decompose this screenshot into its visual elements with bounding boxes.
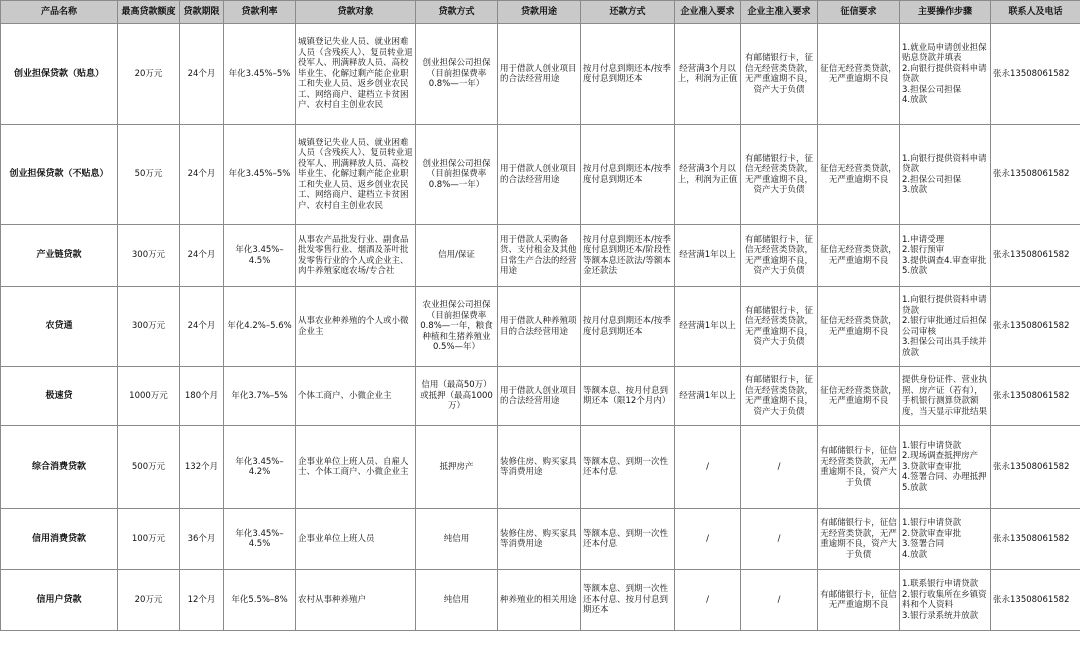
repayment-cell: 按月付息到期还本/按季度付息到期还本 bbox=[581, 125, 675, 225]
table-row bbox=[1, 367, 1080, 426]
repayment-cell: 等额本息、到期一次性还本付息、按月付息到期还本 bbox=[581, 570, 675, 631]
product-name-cell: 极速贷 bbox=[1, 367, 118, 426]
header-contact: 联系人及电话 bbox=[991, 1, 1080, 24]
steps-cell: 1.联系银行申请贷款 2.银行收集所在乡镇资料和个人资料 3.银行录系统并放款 bbox=[900, 570, 991, 631]
method-cell: 创业担保公司担保（目前担保费率0.8%—一年） bbox=[416, 125, 498, 225]
target-cell: 城镇登记失业人员、就业困难人员（含残疾人）、复员转业退役军人、刑满释放人员、高校毕业生、化解过剩产能企业职工和失业人员、返乡创业农民工、网络商户、建档立卡贫困户、农村自主创业农民 bbox=[296, 24, 416, 125]
repayment-cell: 按月付息到期还本/按季度付息到期还本/阶段性等额本息还款法/等额本金还款法 bbox=[581, 225, 675, 287]
max-amount-cell: 50万元 bbox=[118, 125, 180, 225]
corp-requirement-cell: 经营满1年以上 bbox=[675, 287, 741, 367]
owner-requirement-cell: / bbox=[741, 509, 818, 570]
target-cell: 从事农业种养殖的个人或小微企业主 bbox=[296, 287, 416, 367]
table-row bbox=[1, 426, 1080, 509]
table-header-row bbox=[1, 1, 1080, 24]
rate-cell: 年化4.2%–5.6% bbox=[224, 287, 296, 367]
purpose-cell: 用于借款人创业项目的合法经营用途 bbox=[498, 24, 581, 125]
max-amount-cell: 100万元 bbox=[118, 509, 180, 570]
method-cell: 信用（最高50万）或抵押（最高1000万） bbox=[416, 367, 498, 426]
header-repayment: 还款方式 bbox=[581, 1, 675, 24]
method-cell: 纯信用 bbox=[416, 570, 498, 631]
target-cell: 企事业单位上班人员、自雇人士、个体工商户、小微企业主 bbox=[296, 426, 416, 509]
product-name-cell: 农贷通 bbox=[1, 287, 118, 367]
steps-cell: 1.向银行提供资料申请贷款 2.银行审批通过后担保公司审核 3.担保公司出具手续并放款 bbox=[900, 287, 991, 367]
header-max-amount: 最高贷款额度 bbox=[118, 1, 180, 24]
contact-cell: 张永13508061582 bbox=[991, 225, 1080, 287]
corp-requirement-cell: / bbox=[675, 426, 741, 509]
method-cell: 农业担保公司担保（目前担保费率0.8%—一年，粮食种植和生猪养殖业0.5%—年） bbox=[416, 287, 498, 367]
term-cell: 24个月 bbox=[180, 225, 224, 287]
term-cell: 24个月 bbox=[180, 24, 224, 125]
credit-requirement-cell: 有邮储银行卡，征信无严重逾期不良 bbox=[818, 570, 900, 631]
table-row bbox=[1, 287, 1080, 367]
repayment-cell: 按月付息到期还本/按季度付息到期还本 bbox=[581, 24, 675, 125]
header-method: 贷款方式 bbox=[416, 1, 498, 24]
credit-requirement-cell: 征信无经营类贷款，无严重逾期不良 bbox=[818, 24, 900, 125]
purpose-cell: 种养殖业的相关用途 bbox=[498, 570, 581, 631]
owner-requirement-cell: 有邮储银行卡，征信无经营类贷款，无严重逾期不良，资产大于负债 bbox=[741, 125, 818, 225]
purpose-cell: 装修住房、购买家具等消费用途 bbox=[498, 426, 581, 509]
target-cell: 城镇登记失业人员、就业困难人员（含残疾人）、复员转业退役军人、刑满释放人员、高校毕业生、化解过剩产能企业职工和失业人员、返乡创业农民工、网络商户、建档立卡贫困户、农村自主创业农民 bbox=[296, 125, 416, 225]
max-amount-cell: 500万元 bbox=[118, 426, 180, 509]
corp-requirement-cell: 经营满3个月以上，利润为正值 bbox=[675, 125, 741, 225]
max-amount-cell: 20万元 bbox=[118, 24, 180, 125]
credit-requirement-cell: 征信无经营类贷款，无严重逾期不良 bbox=[818, 287, 900, 367]
contact-cell: 张永13508061582 bbox=[991, 287, 1080, 367]
contact-cell: 张永13508061582 bbox=[991, 367, 1080, 426]
repayment-cell: 等额本息、到期一次性还本付息 bbox=[581, 426, 675, 509]
max-amount-cell: 20万元 bbox=[118, 570, 180, 631]
max-amount-cell: 300万元 bbox=[118, 287, 180, 367]
header-purpose: 贷款用途 bbox=[498, 1, 581, 24]
purpose-cell: 用于借款人创业项目的合法经营用途 bbox=[498, 367, 581, 426]
header-corp-requirement: 企业准入要求 bbox=[675, 1, 741, 24]
rate-cell: 年化3.45%–4.5% bbox=[224, 225, 296, 287]
header-credit-requirement: 征信要求 bbox=[818, 1, 900, 24]
contact-cell: 张永13508061582 bbox=[991, 125, 1080, 225]
target-cell: 农村从事种养殖户 bbox=[296, 570, 416, 631]
purpose-cell: 用于借款人采购备货、支付租金及其他日常生产合法的经营用途 bbox=[498, 225, 581, 287]
corp-requirement-cell: 经营满1年以上 bbox=[675, 225, 741, 287]
corp-requirement-cell: / bbox=[675, 509, 741, 570]
table-row bbox=[1, 509, 1080, 570]
steps-cell: 1.向银行提供资料申请贷款 2.担保公司担保 3.放款 bbox=[900, 125, 991, 225]
contact-cell: 张永13508061582 bbox=[991, 426, 1080, 509]
product-name-cell: 创业担保贷款（不贴息） bbox=[1, 125, 118, 225]
corp-requirement-cell: 经营满3个月以上，利润为正值 bbox=[675, 24, 741, 125]
table-body bbox=[1, 24, 1080, 631]
header-target: 贷款对象 bbox=[296, 1, 416, 24]
method-cell: 创业担保公司担保（目前担保费率0.8%—一年） bbox=[416, 24, 498, 125]
purpose-cell: 用于借款人种养殖项目的合法经营用途 bbox=[498, 287, 581, 367]
owner-requirement-cell: 有邮储银行卡，征信无经营类贷款，无严重逾期不良，资产大于负债 bbox=[741, 287, 818, 367]
table-row bbox=[1, 225, 1080, 287]
header-term: 贷款期限 bbox=[180, 1, 224, 24]
target-cell: 企事业单位上班人员 bbox=[296, 509, 416, 570]
rate-cell: 年化5.5%–8% bbox=[224, 570, 296, 631]
header-owner-requirement: 企业主准入要求 bbox=[741, 1, 818, 24]
product-name-cell: 信用消费贷款 bbox=[1, 509, 118, 570]
method-cell: 信用/保证 bbox=[416, 225, 498, 287]
steps-cell: 提供身份证件、营业执照、房产证（若有），手机银行测算贷款额度，当天显示审批结果 bbox=[900, 367, 991, 426]
credit-requirement-cell: 有邮储银行卡，征信无经营类贷款，无严重逾期不良，资产大于负债 bbox=[818, 426, 900, 509]
purpose-cell: 装修住房、购买家具等消费用途 bbox=[498, 509, 581, 570]
owner-requirement-cell: / bbox=[741, 570, 818, 631]
term-cell: 36个月 bbox=[180, 509, 224, 570]
term-cell: 12个月 bbox=[180, 570, 224, 631]
term-cell: 132个月 bbox=[180, 426, 224, 509]
corp-requirement-cell: / bbox=[675, 570, 741, 631]
credit-requirement-cell: 有邮储银行卡，征信无经营类贷款，无严重逾期不良，资产大于负债 bbox=[818, 509, 900, 570]
credit-requirement-cell: 征信无经营类贷款，无严重逾期不良 bbox=[818, 125, 900, 225]
rate-cell: 年化3.45%–5% bbox=[224, 24, 296, 125]
term-cell: 24个月 bbox=[180, 287, 224, 367]
target-cell: 个体工商户、小微企业主 bbox=[296, 367, 416, 426]
credit-requirement-cell: 征信无经营类贷款，无严重逾期不良 bbox=[818, 225, 900, 287]
repayment-cell: 按月付息到期还本/按季度付息到期还本 bbox=[581, 287, 675, 367]
steps-cell: 1.申请受理 2.银行预审 3.提供调查4.审查审批5.放款 bbox=[900, 225, 991, 287]
table-row bbox=[1, 125, 1080, 225]
term-cell: 180个月 bbox=[180, 367, 224, 426]
product-name-cell: 产业链贷款 bbox=[1, 225, 118, 287]
header-steps: 主要操作步骤 bbox=[900, 1, 991, 24]
target-cell: 从事农产品批发行业、副食品批发零售行业、烟酒及茶叶批发零售行业的个人或企业主、肉牛养殖家庭农场/专合社 bbox=[296, 225, 416, 287]
owner-requirement-cell: 有邮储银行卡，征信无经营类贷款，无严重逾期不良，资产大于负债 bbox=[741, 367, 818, 426]
repayment-cell: 等额本息、到期一次性还本付息 bbox=[581, 509, 675, 570]
rate-cell: 年化3.45%–4.2% bbox=[224, 426, 296, 509]
product-name-cell: 信用户贷款 bbox=[1, 570, 118, 631]
rate-cell: 年化3.45%–4.5% bbox=[224, 509, 296, 570]
max-amount-cell: 1000万元 bbox=[118, 367, 180, 426]
max-amount-cell: 300万元 bbox=[118, 225, 180, 287]
header-rate: 贷款利率 bbox=[224, 1, 296, 24]
owner-requirement-cell: 有邮储银行卡，征信无经营类贷款，无严重逾期不良，资产大于负债 bbox=[741, 225, 818, 287]
steps-cell: 1.银行申请贷款 2.贷款审查审批 3.签署合同 4.放款 bbox=[900, 509, 991, 570]
table-row bbox=[1, 570, 1080, 631]
method-cell: 纯信用 bbox=[416, 509, 498, 570]
method-cell: 抵押房产 bbox=[416, 426, 498, 509]
header-product-name: 产品名称 bbox=[1, 1, 118, 24]
repayment-cell: 等额本息、按月付息到期还本（限12个月内） bbox=[581, 367, 675, 426]
owner-requirement-cell: / bbox=[741, 426, 818, 509]
contact-cell: 张永13508061582 bbox=[991, 570, 1080, 631]
corp-requirement-cell: 经营满1年以上 bbox=[675, 367, 741, 426]
credit-requirement-cell: 征信无经营类贷款，无严重逾期不良 bbox=[818, 367, 900, 426]
rate-cell: 年化3.7%–5% bbox=[224, 367, 296, 426]
product-name-cell: 创业担保贷款（贴息） bbox=[1, 24, 118, 125]
term-cell: 24个月 bbox=[180, 125, 224, 225]
rate-cell: 年化3.45%–5% bbox=[224, 125, 296, 225]
steps-cell: 1.就业局申请创业担保贴息贷款并填表 2.向银行提供资料申请贷款 3.担保公司担保 4.放款 bbox=[900, 24, 991, 125]
table-row bbox=[1, 24, 1080, 125]
product-name-cell: 综合消费贷款 bbox=[1, 426, 118, 509]
contact-cell: 张永13508061582 bbox=[991, 509, 1080, 570]
contact-cell: 张永13508061582 bbox=[991, 24, 1080, 125]
owner-requirement-cell: 有邮储银行卡，征信无经营类贷款，无严重逾期不良，资产大于负债 bbox=[741, 24, 818, 125]
purpose-cell: 用于借款人创业项目的合法经营用途 bbox=[498, 125, 581, 225]
steps-cell: 1.银行申请贷款 2.现场调查抵押房产 3.贷款审查审批 4.签署合同、办理抵押 5.放款 bbox=[900, 426, 991, 509]
